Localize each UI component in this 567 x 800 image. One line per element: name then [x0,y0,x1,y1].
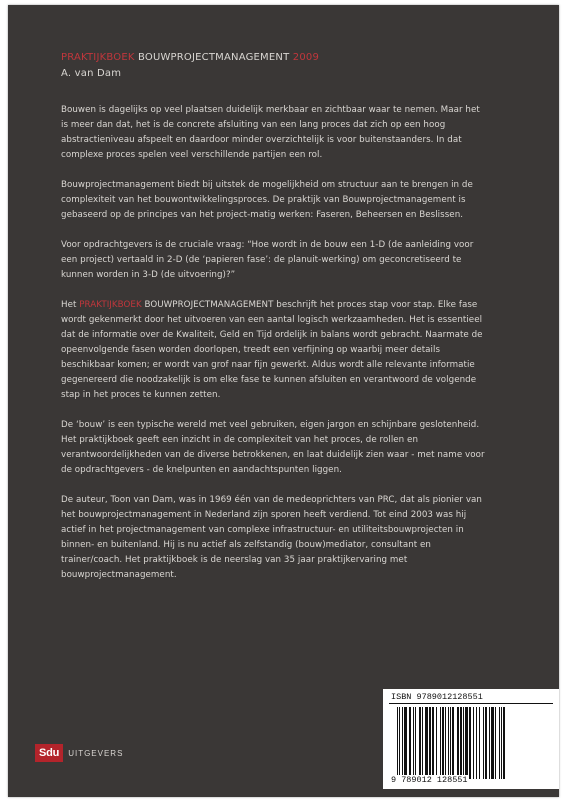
paragraph-context: De ‘bouw’ is een typische wereld met veel gebruiken, eigen jargon en schijnbare geslotenheid. Het praktijkboek geeft een inzicht in de complexiteit van het proces, de rollen en verantwoordelijkheden van de diverse betrokkenen, en laat duidelijk zien waar - met name voor de opdrachtgevers - de knelpunten en aandachtspunten liggen. [61,420,485,475]
barcode-gap [505,707,506,779]
barcode-bars [397,707,547,779]
publisher-logo-mark: Sdu [35,744,63,762]
paragraph-question: Voor opdrachtgevers is de cruciale vraag: “Hoe wordt in de bouw een 1-D (de aanleiding voor een project) vertaald in 2-D (de ‘papieren fase’: de planuit-werking) om geconcretiseerd te kunnen worden in 3-D (de uitvoering)?” [61,240,474,280]
barcode-digits: 9 789012 128551 [391,775,468,785]
book-title-line [61,50,319,66]
isbn-divider [389,703,553,704]
cover-header [61,50,319,82]
isbn-barcode [383,689,559,789]
book-back-cover [8,5,559,797]
method-text: beschrijft het proces stap voor stap. Elke fase wordt gekenmerkt door het uitvoeren van een aantal logisch werkzaamheden. Het is essentieel dat de informatie over de Kwaliteit, Geld en Tijd ordelijk in balans wordt gebracht. Naarmate de opeenvolgende fasen worden doorlopen, treedt een verfijning op waarbij meer details beschikbaar komen; er wordt van grof naar fijn gewerkt. Aldus wordt alle relevante informatie gegenereerd die noodzakelijk is om elke fase te kunnen afsluiten en verantwoord de volgende stap in het proces te kunnen zetten. [61,300,483,400]
publisher-name: UITGEVERS [68,748,124,758]
book-title: BOUWPROJECTMANAGEMENT [137,52,290,63]
paragraph-intro: Bouwen is dagelijks op veel plaatsen duidelijk merkbaar en zichtbaar waar te nemen. Maar het is meer dan dat, het is de concrete afsluiting van een lang proces dat zich op een hoog abstractieniveau afspeelt en daardoor minder overzichtelijk is voor buitenstaanders. In dat complexe proces spelen veel verschillende partijen een rol. [61,105,480,160]
publisher-logo [35,744,123,762]
method-series: PRAKTIJKBOEK [79,300,142,310]
paragraph-structure: Bouwprojectmanagement biedt bij uitstek de mogelijkheid om structuur aan te brengen in de complexiteit van het bouwontwikkelingsproces. De praktijk van Bouwprojectmanagement is gebaseerd op de principes van het project-matig werken: Faseren, Beheersen en Beslissen. [61,180,473,220]
paragraph-author: De auteur, Toon van Dam, was in 1969 één van de medeoprichters van PRC, dat als pionier van het bouwprojectmanagement in Nederland zijn sporen heeft verdiend. Tot eind 2003 was hij actief in het projectmanagement van complexe infrastructuur- en utiliteitsbouwprojecten in binnen- en buitenland. Hij is nu actief als zelfstandig (bouw)mediator, consultant en trainer/coach. Het praktijkboek is de neerslag van 35 jaar praktijkervaring met bouwprojectmanagement. [61,495,482,580]
series-name: PRAKTIJKBOEK [61,52,135,63]
author-name: A. van Dam [61,68,122,79]
isbn-label: ISBN 9789012128551 [391,692,483,702]
method-title: BOUWPROJECTMANAGEMENT [144,300,274,310]
paragraph-method [61,298,486,403]
publication-year: 2009 [292,52,320,63]
blurb-text [61,103,486,598]
method-intro: Het [61,300,77,310]
